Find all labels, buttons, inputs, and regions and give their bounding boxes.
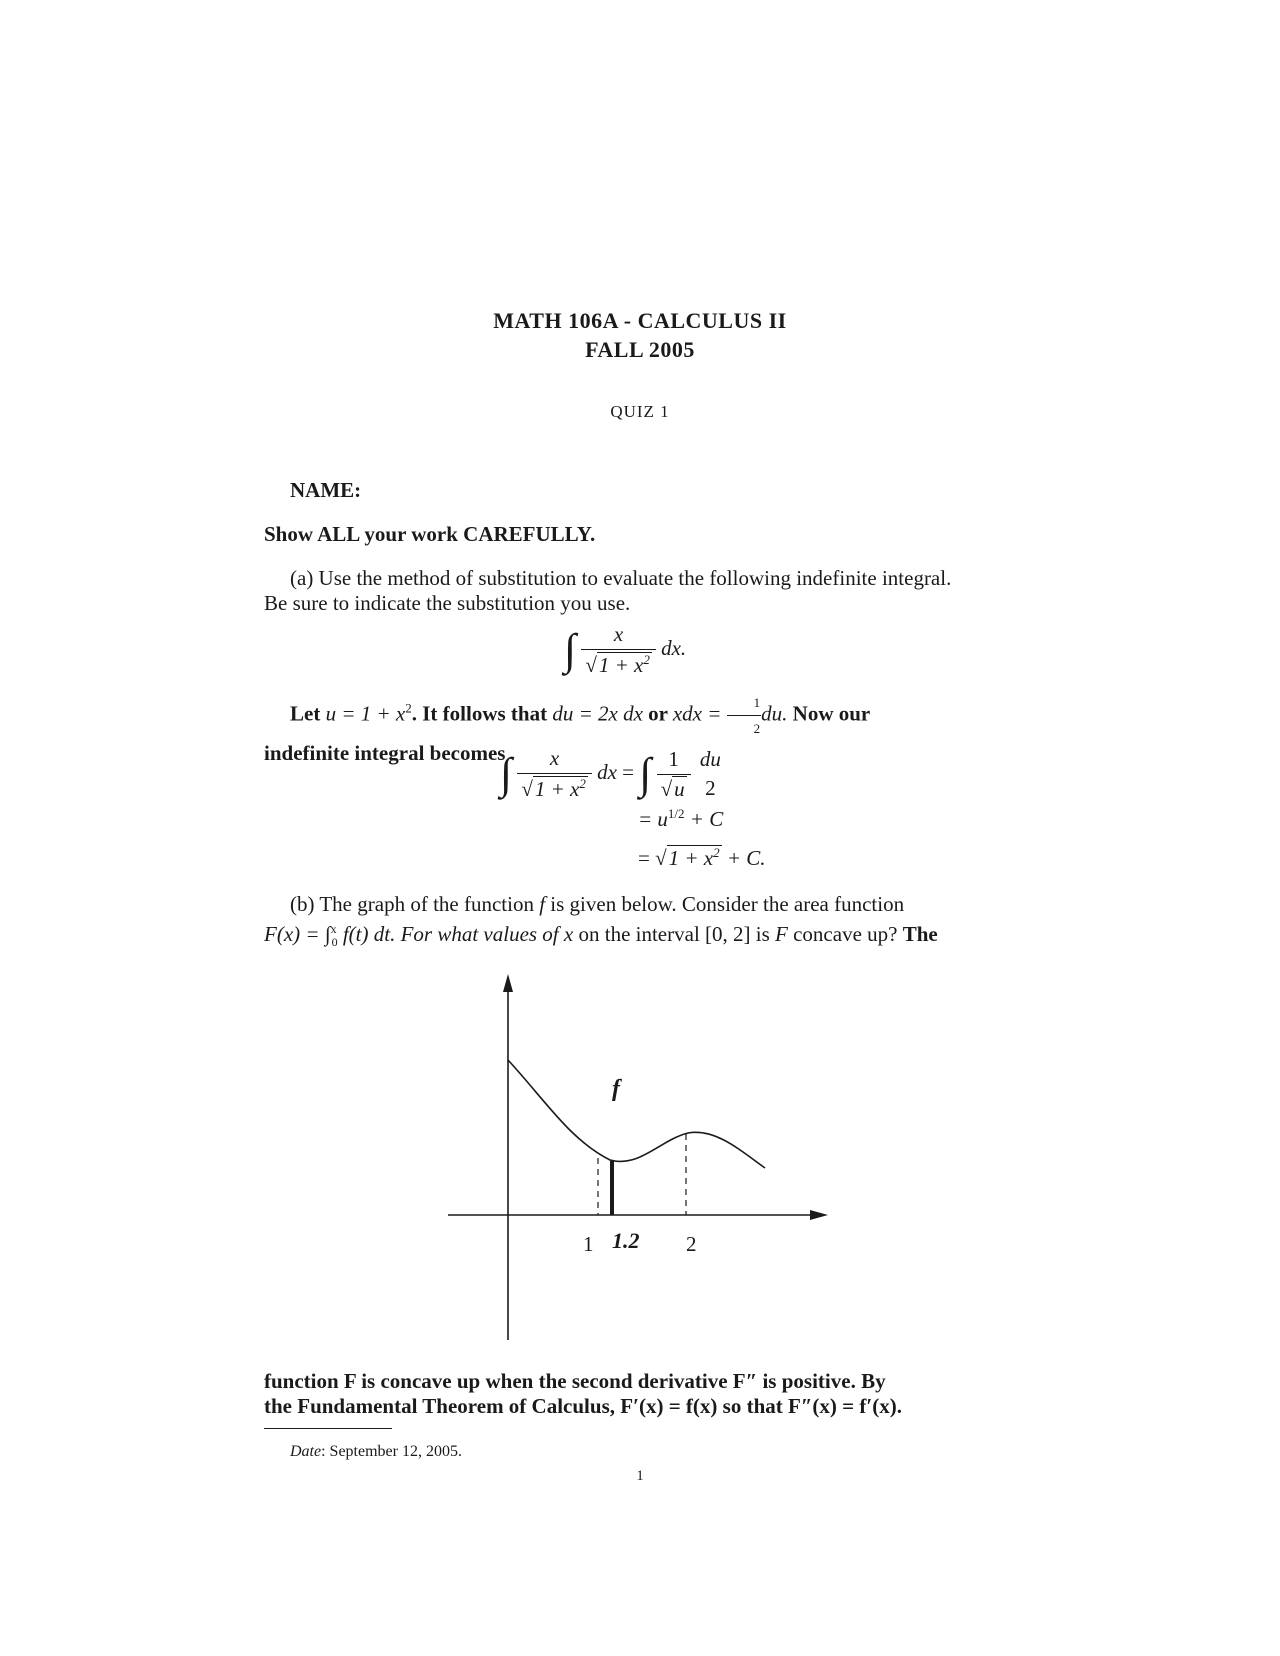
step3-c: + C. (726, 846, 766, 870)
half-den: 2 (753, 721, 761, 736)
part-a-prompt-line1: (a) Use the method of substitution to evaluate the following indefinite integral. (290, 566, 952, 590)
footnote (290, 1443, 462, 1461)
integral-denominator: 1 + x (598, 653, 644, 677)
instructions: Show ALL your work CAREFULLY. (264, 522, 596, 546)
solution-u-def: u = 1 + x (325, 701, 406, 726)
answer-line1: function F is concave up when the second derivative F″ is positive. By (264, 1369, 886, 1393)
tick-label-1: 1 (583, 1232, 594, 1256)
footnote-label: Date (290, 1443, 322, 1460)
part-a-solution: Let $u = 1 + x^2$. It follows that du = 2x dx or xdx = $\frac{1}{2}$ du. Now our indefinite integral becomes (264, 690, 1016, 766)
integral-display: ∫ $\frac{x}{√1 + x^2}$ dx. (564, 622, 687, 677)
solution-du: du = 2x dx (552, 701, 643, 726)
part-b-answer (264, 1369, 1016, 1419)
solution-or: or (648, 701, 668, 726)
quiz-title: QUIZ 1 (610, 402, 670, 421)
step1-rhs-den: u (674, 776, 685, 801)
solution-du2: du. (761, 701, 788, 726)
solution-xdx: xdx = (672, 701, 722, 726)
curve-label: f (612, 1076, 620, 1102)
part-b-Fx: F(x) = (264, 922, 320, 946)
solution-line2: indefinite integral becomes (264, 741, 506, 765)
step3-eq: = (638, 846, 650, 870)
derivation-step3: = $√1 + x^2 + C$. (638, 845, 766, 870)
step2-exp: 1/2 (667, 806, 685, 821)
tick-label-2: 2 (686, 1232, 697, 1256)
step2-c: + C (689, 807, 724, 831)
y-axis-arrow-icon (503, 974, 513, 992)
name-label: NAME: (290, 478, 362, 502)
part-b-x: x (563, 922, 574, 946)
function-curve (508, 1060, 765, 1168)
step1-du-num: du (699, 747, 721, 771)
solution-let: Let (290, 701, 321, 726)
footnote-text: : September 12, 2005. (321, 1443, 462, 1460)
integral-sign: ∫ (564, 625, 577, 674)
solution-now: Now our (792, 701, 871, 726)
integral-numerator: x (581, 622, 656, 650)
page-number: 1 (636, 1468, 644, 1484)
part-b-prompt: (b) The graph of the function f is given below. Consider the area function F(x) = ∫$^x_0$ f(t) dt. For what values of x on the interval [0, 2] is F concave up? The (264, 892, 938, 950)
footnote-rule (264, 1428, 392, 1429)
part-b-answer-start: The (902, 922, 938, 946)
step2-u: = u (638, 807, 668, 831)
derivation-step1: ∫ $\frac{x}{√1 + x^2}$ dx = ∫ $\frac{1}{√u}$ du 2 (500, 746, 725, 802)
part-b-concave: concave up? (793, 922, 898, 946)
step3-root: 1 + x (668, 846, 714, 870)
step1-du-den: 2 (705, 776, 716, 800)
part-b-interval: on the interval [0, 2] is (578, 922, 770, 946)
part-b-ft: f(t) dt. For what values of (342, 922, 559, 946)
term-title: FALL 2005 (585, 337, 695, 362)
step1-den: 1 + x (534, 777, 580, 801)
part-b-F: F (775, 922, 788, 946)
part-b-f: f (539, 892, 546, 916)
course-title: MATH 106A - CALCULUS II (493, 308, 787, 333)
part-b-start: (b) The graph of the function (290, 892, 534, 916)
answer-line2: the Fundamental Theorem of Calculus, F′(x) = f(x) so that F″(x) = f′(x). (264, 1394, 903, 1418)
solution-follows: . It follows that (411, 701, 548, 726)
step1-num: x (517, 746, 592, 774)
part-a-prompt-line2: Be sure to indicate the substitution you use. (264, 591, 631, 615)
step1-dx: dx (597, 759, 617, 784)
half-num: 1 (727, 690, 762, 716)
part-b-mid: is given below. Consider the area function (550, 892, 905, 916)
tick-label-1-2: 1.2 (612, 1228, 640, 1253)
step1-rhs-num: 1 (657, 747, 691, 775)
integral-dx: dx. (661, 635, 687, 660)
x-axis-arrow-icon (810, 1210, 828, 1220)
